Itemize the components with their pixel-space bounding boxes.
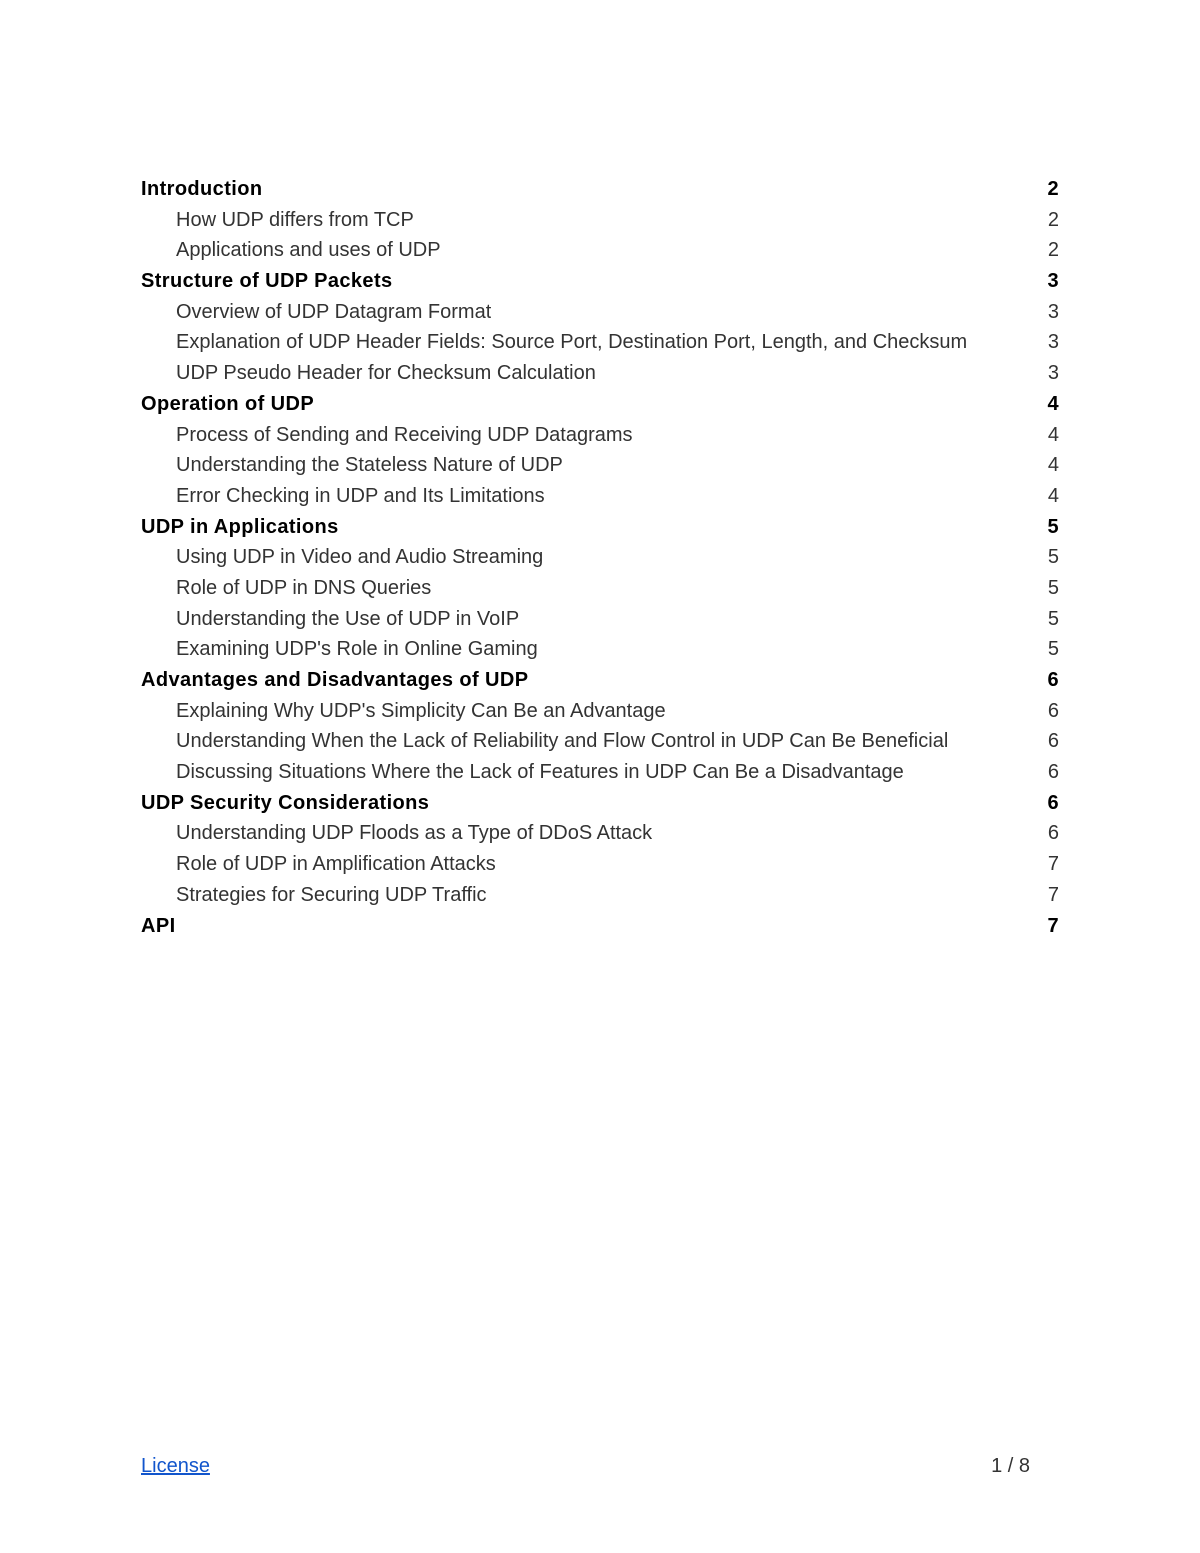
toc-entry[interactable]	[141, 235, 1059, 266]
toc-entry-page: 7	[1047, 853, 1059, 876]
toc-entry-title: Understanding the Use of UDP in VoIP	[176, 607, 520, 630]
toc-entry[interactable]	[141, 297, 1059, 328]
toc-entry-page: 3	[1047, 270, 1059, 293]
toc-entry-title: Role of UDP in Amplification Attacks	[176, 853, 496, 876]
toc-entry-title: Examining UDP's Role in Online Gaming	[176, 638, 538, 661]
toc-entry-page: 7	[1047, 883, 1059, 906]
toc-entry-title: API	[141, 914, 176, 937]
toc-entry[interactable]	[141, 880, 1059, 911]
toc-entry-page: 6	[1047, 669, 1059, 691]
toc-entry[interactable]	[141, 327, 1059, 358]
toc-entry-page: 5	[1047, 607, 1059, 630]
toc-entry[interactable]	[141, 420, 1059, 451]
toc-entry[interactable]	[141, 481, 1059, 512]
toc-entry[interactable]	[141, 266, 1059, 297]
toc-entry[interactable]	[141, 634, 1059, 665]
toc-entry-title: Role of UDP in DNS Queries	[176, 576, 432, 599]
toc-entry-title: Introduction	[141, 178, 263, 200]
toc-entry-page: 2	[1047, 239, 1059, 262]
page-indicator: 1 / 8	[991, 1455, 1030, 1477]
toc-entry-page: 4	[1047, 454, 1059, 477]
toc-entry-page: 5	[1047, 638, 1059, 661]
toc-entry-page: 3	[1047, 300, 1059, 323]
toc-entry-page: 5	[1047, 576, 1059, 599]
toc-entry-page: 6	[1047, 822, 1059, 845]
toc-entry-title: How UDP differs from TCP	[176, 208, 414, 231]
toc-entry-page: 3	[1047, 362, 1059, 385]
toc-entry-page: 7	[1047, 914, 1059, 937]
toc-entry-title: Explaining Why UDP's Simplicity Can Be an Advantage	[176, 699, 666, 722]
toc-entry-page: 6	[1047, 699, 1059, 722]
toc-entry-page: 4	[1047, 484, 1059, 507]
toc-entry-title: Discussing Situations Where the Lack of Features in UDP Can Be a Disadvantage	[176, 761, 904, 784]
toc-entry[interactable]	[141, 849, 1059, 880]
table-of-contents	[141, 174, 1059, 941]
toc-entry[interactable]	[141, 174, 1059, 205]
toc-entry[interactable]	[141, 757, 1059, 788]
toc-entry[interactable]	[141, 726, 1059, 757]
toc-entry-title: UDP Security Considerations	[141, 791, 430, 814]
toc-entry-page: 4	[1047, 423, 1059, 446]
toc-entry-title: Understanding UDP Floods as a Type of DDoS Attack	[176, 822, 653, 845]
toc-entry-title: UDP Pseudo Header for Checksum Calculation	[176, 362, 596, 385]
toc-entry-title: Using UDP in Video and Audio Streaming	[176, 546, 544, 569]
toc-entry-page: 5	[1047, 546, 1059, 569]
toc-entry[interactable]	[141, 665, 1059, 696]
toc-entry-page: 4	[1047, 392, 1059, 415]
toc-entry-title: Error Checking in UDP and Its Limitations	[176, 484, 545, 507]
toc-entry-page: 2	[1047, 208, 1059, 231]
toc-entry[interactable]	[141, 389, 1059, 420]
toc-entry-page: 3	[1047, 331, 1059, 354]
toc-entry-title: Operation of UDP	[141, 392, 315, 415]
toc-entry[interactable]	[141, 696, 1059, 727]
toc-entry-page: 6	[1047, 761, 1059, 784]
toc-entry[interactable]	[141, 604, 1059, 635]
toc-entry-title: Explanation of UDP Header Fields: Source Port, Destination Port, Length, and Checksum	[176, 331, 968, 354]
toc-entry[interactable]	[141, 450, 1059, 481]
toc-entry-page: 5	[1047, 515, 1059, 538]
toc-entry[interactable]	[141, 542, 1059, 573]
toc-entry-title: Strategies for Securing UDP Traffic	[176, 883, 487, 906]
toc-entry-title: Understanding the Stateless Nature of UDP	[176, 454, 563, 477]
toc-entry[interactable]	[141, 911, 1059, 942]
toc-entry-page: 6	[1047, 791, 1059, 814]
toc-entry[interactable]	[141, 788, 1059, 819]
toc-entry-title: Applications and uses of UDP	[176, 239, 441, 262]
toc-entry-title: Advantages and Disadvantages of UDP	[141, 669, 529, 691]
toc-entry-title: Structure of UDP Packets	[141, 270, 393, 293]
toc-entry-page: 6	[1047, 730, 1059, 753]
toc-entry[interactable]	[141, 358, 1059, 389]
toc-entry-title: Process of Sending and Receiving UDP Datagrams	[176, 423, 633, 446]
toc-entry[interactable]	[141, 818, 1059, 849]
license-link[interactable]: License	[141, 1455, 210, 1477]
toc-entry-title: UDP in Applications	[141, 515, 339, 538]
toc-entry[interactable]	[141, 573, 1059, 604]
toc-entry-title: Understanding When the Lack of Reliability and Flow Control in UDP Can Be Beneficial	[176, 730, 949, 753]
page-footer	[141, 1452, 1030, 1480]
toc-entry-page: 2	[1047, 178, 1059, 200]
toc-entry[interactable]	[141, 205, 1059, 236]
toc-entry[interactable]	[141, 512, 1059, 543]
toc-entry-title: Overview of UDP Datagram Format	[176, 300, 492, 323]
